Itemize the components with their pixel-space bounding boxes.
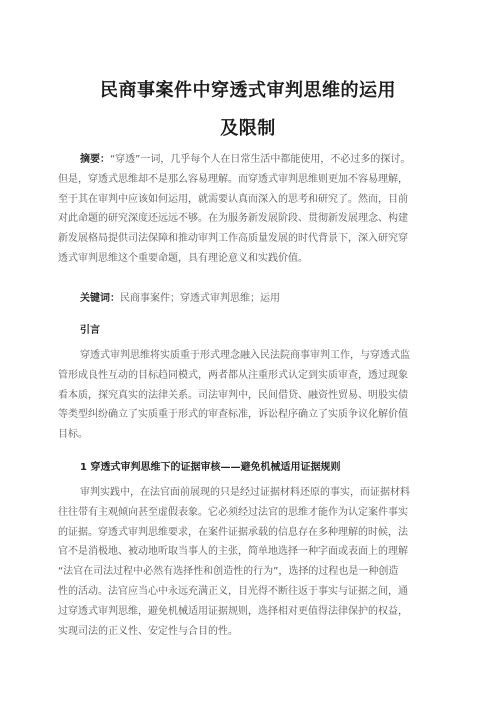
section-1-heading: 1 穿透式审判思维下的证据审核——避免机械适用证据规则 <box>80 462 341 473</box>
section-1-line: 过穿透式审判思维，避免机械适用证据规则，选择相对更值得法律保护的权益， <box>58 605 408 617</box>
keywords-text: 民商事案件；穿透式审判思维；运用 <box>120 293 280 304</box>
intro-line: 看本质，探究真实的法律关系。司法审判中，民间借贷、融资性贸易、明股实债 <box>58 389 408 401</box>
intro-heading: 引言 <box>80 325 100 336</box>
abstract-paragraph <box>58 150 442 269</box>
abstract-label: 摘要： <box>80 154 110 165</box>
abstract-line: 至于其在审判中应该如何运用，就需要认真而深入的思考和研究了。然而，目前 <box>58 193 408 205</box>
intro-line: 目标。 <box>58 429 88 441</box>
abstract-line: 新发展格局提供司法保障和推动审判工作高质量发展的时代背景下，深入研究穿 <box>58 233 408 245</box>
abstract-line: 但是，穿透式思维却不是那么容易理解。而穿透式审判思维则更加不容易理解， <box>58 173 408 185</box>
keywords-label: 关键词： <box>80 293 120 304</box>
section-1-line: 审判实践中，在法官面前展现的只是经过证据材料还原的事实，而证据材料 <box>80 487 410 498</box>
intro-paragraph <box>58 346 442 445</box>
abstract-line: 透式审判思维这个重要命题，具有理论意义和实践价值。 <box>58 252 308 264</box>
section-1-line: 往往带有主观倾向甚至虚假表象。它必须经过法官的思维才能作为认定案件事实 <box>58 506 408 518</box>
abstract-line: 对此命题的研究深度还远远不够。在为服务新发展阶段、贯彻新发展理念、构建 <box>58 213 408 225</box>
section-1-line: 的证据。穿透式审判思维要求，在案件证据承载的信息存在多种理解的时候，法 <box>58 526 408 538</box>
section-1-line: 性的活动。法官应当心中永远充满正义，目光得不断往返于事实与证据之间，通 <box>58 585 408 597</box>
abstract-text: “穿透”一词，几乎每个人在日常生活中都能使用，不必过多的探讨。 <box>110 154 411 165</box>
section-1-paragraph <box>58 483 442 641</box>
intro-line: 管形成良性互动的目标趋同模式，两者都从注重形式认定到实质审查，透过现象 <box>58 369 408 381</box>
section-1-line: “法官在司法过程中必然有选择性和创造性的行为”，选择的过程也是一种创造 <box>58 566 399 578</box>
abstract-line <box>58 150 442 170</box>
keywords-paragraph <box>58 289 442 309</box>
section-1-line: 官不是消极地、被动地听取当事人的主张，简单地选择一种字面或表面上的理解 <box>58 546 408 558</box>
intro-line: 等类型纠纷确立了实质重于形式的审查标准，诉讼程序确立了实质争议化解价值 <box>58 409 408 421</box>
intro-line: 穿透式审判思维将实质重于形式理念融入民法院商事审判工作，与穿透式监 <box>80 350 410 361</box>
page-title-line-2: 及限制 <box>220 118 276 139</box>
section-1-line: 实现司法的正义性、安定性与合目的性。 <box>58 625 238 637</box>
keywords-line <box>58 289 442 309</box>
page-title-line-1: 民商事案件中穿透式审判思维的运用 <box>100 80 396 101</box>
